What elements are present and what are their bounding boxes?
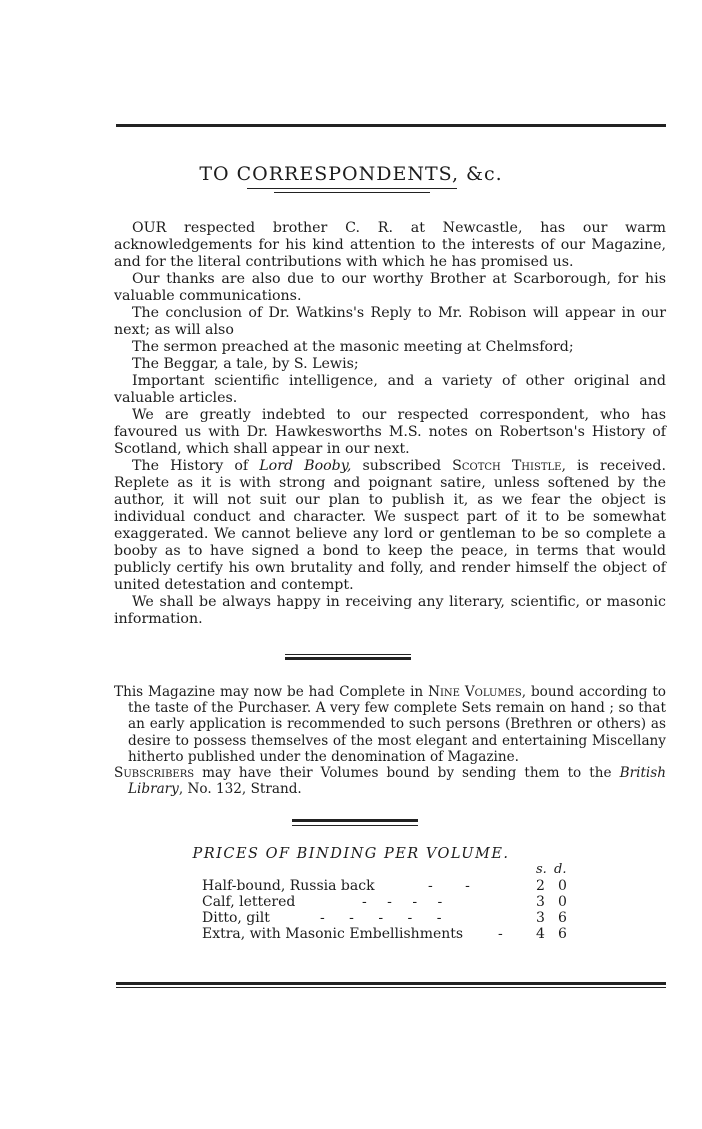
small-caps-text: Subscribers [114, 765, 195, 782]
small-caps-name: Scotch Thistle [452, 458, 562, 474]
paragraph: OUR respected brother C. R. at Newcastle, has our warm acknowledgements for his kind attention to the interests of our Magazine, and for the literal contributions with which he has promised us. [114, 220, 666, 270]
price-shillings: 4 [536, 926, 545, 942]
price-pence: 6 [558, 910, 567, 926]
text: subscribed [351, 458, 453, 474]
price-row [202, 926, 582, 943]
italic-title: Lord Booby, [259, 458, 352, 474]
leader-dashes: - - - - - [320, 910, 452, 926]
price-shillings: 2 [536, 878, 545, 894]
paragraph: The sermon preached at the masonic meeting at Chelmsford; [132, 339, 574, 355]
notice-section [114, 684, 666, 797]
text: , is received. Replete as it is with strong and poignant satire, unless softened by the author, it will not suit our plan to publish it, as we fear the object is individual conduct and character. We suspect part of it to be somewhat exaggerated. We cannot believe any lord or gentleman to be so complete a booby as to have signed a bond to keep the peace, in terms that would publicly certify his own brutality and folly, and render himself the object of united detestation and contempt. [114, 458, 666, 593]
shillings-unit: s. [536, 862, 547, 877]
page-title: TO CORRESPONDENTS, &c. [199, 163, 503, 185]
paragraph: We are greatly indebted to our respected correspondent, who has favoured us with Dr. Hawkesworths M.S. notes on Robertson's History of Scotland, which shall appear in our next. [114, 407, 666, 457]
title-underline [247, 188, 457, 189]
small-caps-text: Nine Volumes [428, 684, 522, 700]
price-label: Extra, with Masonic Embellishments [202, 926, 464, 942]
price-pence: 6 [558, 926, 567, 942]
leader-dashes: - [498, 926, 517, 942]
text: may have their Volumes bound by sending them to the [194, 765, 620, 782]
notice-paragraph [114, 765, 666, 797]
paragraph [114, 458, 666, 594]
paragraph: The Beggar, a tale, by S. Lewis; [132, 356, 359, 372]
paragraph: The conclusion of Dr. Watkins's Reply to Mr. Robison will appear in our next; as will also [114, 305, 666, 338]
price-shillings: 3 [536, 894, 545, 910]
price-label: Calf, lettered [202, 894, 296, 910]
pence-unit: d. [554, 862, 567, 877]
price-pence: 0 [558, 878, 567, 894]
paragraph: Important scientific intelligence, and a variety of other original and valuable articles. [114, 373, 666, 406]
italic-text: British Library [128, 765, 666, 798]
price-units [536, 862, 572, 877]
text: This Magazine may now be had Complete in [114, 684, 429, 700]
prices-divider [292, 819, 418, 822]
bottom-rule [116, 982, 666, 985]
section-divider [285, 654, 411, 655]
leader-dashes: - - - - [362, 894, 451, 910]
price-label: Half-bound, Russia back [202, 878, 375, 894]
prices-divider-thin [292, 825, 418, 826]
title-underline-double [274, 192, 430, 193]
paragraph: We shall be always happy in receiving any literary, scientific, or masonic information. [114, 594, 666, 627]
text: , No. 132, Strand. [178, 781, 302, 798]
section-divider-thick [285, 657, 411, 660]
price-pence: 0 [558, 894, 567, 910]
top-rule [116, 124, 666, 127]
bottom-rule-thin [116, 987, 666, 988]
text: , bound according to the taste of the Purchaser. A very few complete Sets remain on hand ; so that an early application is recommended to such persons (Brethren or others) as desire to possess themselves of the most elegant and entertaining Miscellany hitherto published under the denomination of Magazine. [128, 684, 666, 765]
notice-paragraph [114, 684, 666, 765]
price-row [202, 878, 582, 895]
price-label: Ditto, gilt [202, 910, 270, 926]
correspondence-section [114, 220, 666, 628]
leader-dashes: - - [428, 878, 484, 894]
paragraph: Our thanks are also due to our worthy Brother at Scarborough, for his valuable communications. [114, 271, 666, 304]
price-shillings: 3 [536, 910, 545, 926]
prices-title: PRICES OF BINDING PER VOLUME. [192, 846, 510, 862]
price-row [202, 894, 582, 911]
text: The History of [132, 458, 260, 474]
price-row [202, 910, 582, 927]
